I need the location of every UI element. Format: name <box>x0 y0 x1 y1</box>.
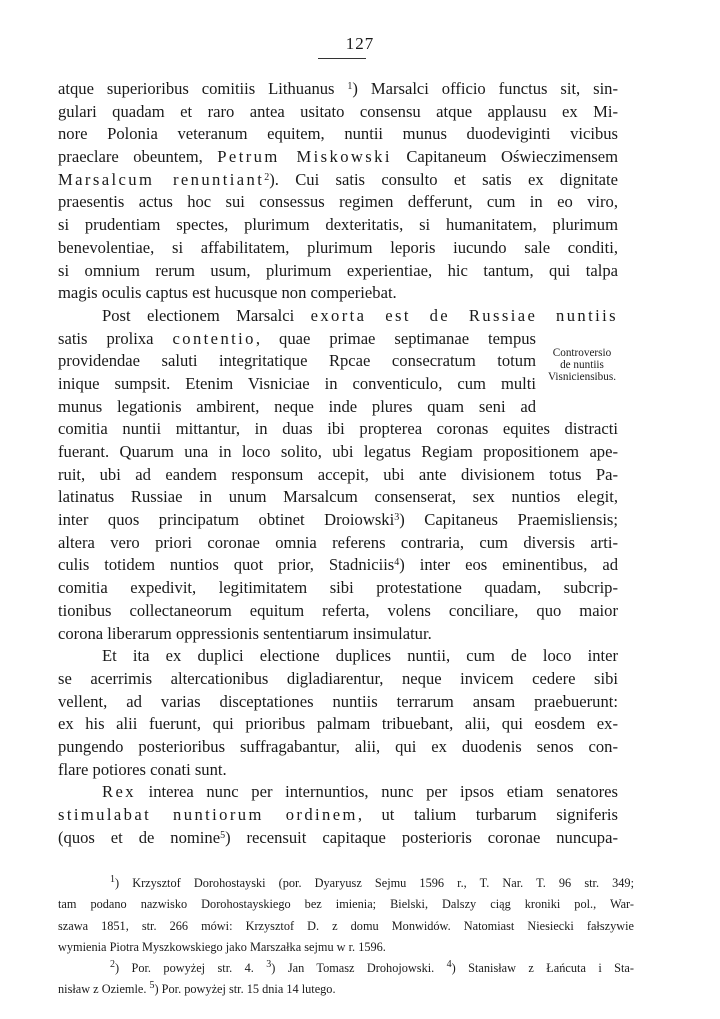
page-number-rule <box>318 58 366 59</box>
text-line: praesentis actus hoc sui consessus regimen defferunt, cum in eo viro, <box>58 192 618 212</box>
text-line: si prudentiam spectes, plurimum dexteritatis, si humanitatem, plurimum <box>58 215 618 235</box>
page-number: 127 <box>345 34 375 53</box>
text-line: ex his alii fuerunt, qui prioribus palmam tribuebant, alii, qui eosdem ex- <box>58 714 618 734</box>
footnote-marker: 4 <box>446 959 452 971</box>
spaced-phrase: stimulabat nuntiorum ordinem <box>58 805 358 824</box>
spaced-word: Rex <box>102 782 136 802</box>
footnote-ref: 4 <box>394 557 400 569</box>
body-text <box>58 78 618 849</box>
text-line: satis prolixa contentio, quae primae septimanae tempus <box>58 328 536 348</box>
text-line: magis oculis captus est hucusque non comperiebat. <box>58 283 397 303</box>
text-line: gulari quadam et raro antea usitato consensu atque applausu ex Mi- <box>58 101 618 121</box>
text-line: culis totidem nuntios quot prior, Stadniciis$^4$) inter eos eminentibus, ad <box>58 555 618 575</box>
text-line: nore Polonia veteranum equitem, nuntii munus duodeviginti vicibus <box>58 124 618 144</box>
margin-note <box>536 347 628 383</box>
footnote-ref: 3 <box>394 512 400 524</box>
text-line: praeclare obeuntem, Petrum Miskowski Capitaneum Oświeczimensem <box>58 147 618 167</box>
text-line: pungendo posterioribus suffragabantur, alii, qui ex duodenis senos con- <box>58 736 618 756</box>
text-line: flare potiores conati sunt. <box>58 759 227 779</box>
footnote-ref: 5 <box>220 829 226 841</box>
text-line: Et ita ex duplici electione duplices nuntii, cum de loco inter <box>102 646 618 666</box>
text-line: atque superioribus comitiis Lithuanus $^1$) Marsalci officio functus sit, sin- <box>58 79 619 98</box>
footnotes <box>58 873 634 1001</box>
footnote-line: wymienia Piotra Myszkowskiego jako Marszałka sejmu w r. 1596. <box>58 939 386 954</box>
footnote-marker: 5 <box>149 980 155 992</box>
footnote-line: tam podano nazwisko Dorohostayskiego bez imienia; Bielski, Dalszy ciąg kroniki pol., War- <box>58 897 634 912</box>
footnote-line: $^2$) Por. powyżej str. 4. $^3$) Jan Tomasz Drohojowski. $^4$) Stanisław z Łańcuta i Sta- <box>110 959 634 976</box>
footnote-marker: 1 <box>110 874 115 885</box>
spaced-name: Petrum Miskowski <box>217 147 392 167</box>
footnote-ref: 2 <box>264 171 270 183</box>
text-line: stimulabat nuntiorum ordinem, ut talium turbarum signiferis <box>58 805 618 824</box>
footnote-line: nisław z Oziemle. $^5$) Por. powyżej str. 15 dnia 14 lutego. <box>58 980 336 997</box>
margin-note-line: Visniciensibus. <box>547 371 616 383</box>
text-line: vellent, ad varias disceptationes nuntiis terrarum ansam praebuerunt: <box>58 691 618 711</box>
text-line: inique sumpsit. Etenim Visniciae in conventiculo, cum multi <box>58 373 536 393</box>
text-line: munus legationis ambirent, neque inde plures quam seni ad <box>58 396 536 416</box>
text-line: inter quos principatum obtinet Droiowski$^3$) Capitaneus Praemisliensis; <box>58 510 618 530</box>
text-line: (quos et de nomine$^5$) recensuit capitaque posterioris coronae nuncupa- <box>58 827 618 847</box>
text-line: se acerrimis altercationibus digladiarentur, neque invicem cedere sibi <box>58 668 618 688</box>
footnote-ref: 1 <box>347 81 353 92</box>
text-line: altera vero priori coronae omnia referens contraria, cum diversis arti- <box>58 532 618 552</box>
text-line: corona liberarum oppressionis sententiarum insimulatur. <box>58 623 432 643</box>
text-line: latinatus Russiae in unum Marsalcum consenserat, sex nuntios elegit, <box>58 487 618 507</box>
text-line: comitia expedivit, legitimitatem sibi protestatione quadam, subcrip- <box>58 578 618 598</box>
text-line: providendae saluti integritatique Rpcae consecratum totum <box>58 351 536 371</box>
text-line: tionibus collectaneorum equitum referta, volens conciliare, quo maior <box>58 600 618 620</box>
footnote-line: $^1$) Krzysztof Dorohostayski (por. Dyaryusz Sejmu 1596 r., T. Nar. T. 96 str. 349; <box>110 874 634 890</box>
margin-note-line: Controversio <box>552 347 612 359</box>
spaced-word: contentio <box>172 328 256 348</box>
spaced-phrase: Marsalcum renuntiant <box>58 169 265 189</box>
text-line: Marsalcum renuntiant$^2$). Cui satis consulto et satis ex dignitate <box>58 169 618 189</box>
margin-note-line: de nuntiis <box>560 359 604 371</box>
footnote-line: szawa 1851, str. 266 mówi: Krzysztof D. z domu Monwidów. Natomiast Niesiecki fałszywie <box>58 918 634 933</box>
text-line: Post electionem Marsalci exorta est de Russiae nuntiis <box>102 305 618 325</box>
text-line: ruit, ubi ad eandem responsum accepit, ubi ante divisionem totus Pa- <box>58 464 618 484</box>
text-line: benevolentiae, si affabilitatem, plurimum leporis iucundo sale conditi, <box>58 237 618 257</box>
footnote-marker: 2 <box>110 959 115 971</box>
text-line: si omnium rerum usum, plurimum experientiae, hic tantum, qui talpa <box>58 260 618 280</box>
footnote-marker: 3 <box>266 959 272 971</box>
text-line: comitia nuntii mittantur, in duas ibi propterea coronas equites distracti <box>58 419 618 439</box>
text-line: fuerant. Quarum una in loco solito, ubi legatus Regiam propositionem ape- <box>58 442 618 461</box>
spaced-phrase: exorta est de Russiae nuntiis <box>310 305 618 325</box>
text-line: Rex interea nunc per internuntios, nunc per ipsos etiam senatores <box>102 782 618 802</box>
